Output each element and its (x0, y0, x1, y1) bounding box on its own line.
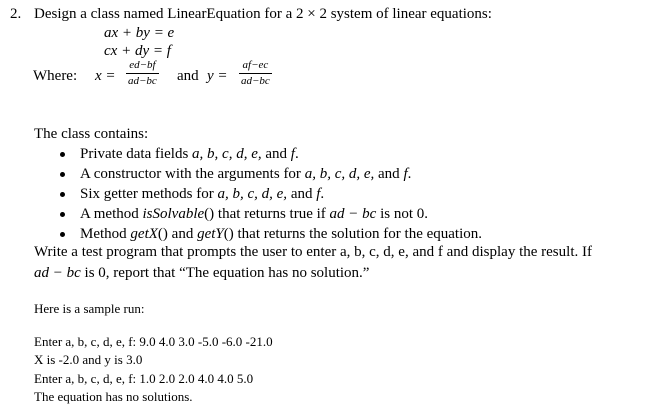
bullet-dot (60, 172, 65, 177)
and-text: and (177, 68, 199, 84)
bullet-dot (60, 152, 65, 157)
class-contains-intro: The class contains: (34, 126, 149, 142)
bullet-dot (60, 232, 65, 237)
y-lhs: y = (207, 68, 228, 84)
problem-number: 2. (10, 6, 22, 22)
where-label: Where: (33, 68, 78, 84)
test-program-line-2: ad − bc is 0, report that “The equation has no solution.” (34, 265, 370, 281)
bullet-dot (60, 212, 65, 217)
sample-run-line-4: The equation has no solutions. (34, 389, 193, 404)
y-fraction (239, 59, 272, 88)
problem-heading: Design a class named LinearEquation for a 2 × 2 system of linear equations: (34, 6, 492, 22)
x-fraction (126, 59, 159, 88)
sample-run-label: Here is a sample run: (34, 301, 145, 316)
sample-run-line-1: Enter a, b, c, d, e, f: 9.0 4.0 3.0 -5.0 -6.0 -21.0 (34, 334, 273, 349)
test-program-line-1: Write a test program that prompts the user to enter a, b, c, d, e, and f and display the result. If (34, 244, 592, 260)
bullet-3: Six getter methods for a, b, c, d, e, and f. (80, 186, 325, 202)
bullet-1: Private data fields a, b, c, d, e, and f. (80, 146, 299, 162)
y-denominator: ad−bc (241, 75, 270, 87)
sample-run-line-3: Enter a, b, c, d, e, f: 1.0 2.0 2.0 4.0 4.0 5.0 (34, 371, 254, 386)
bullet-5: Method getX() and getY() that returns the solution for the equation. (80, 226, 483, 242)
bullet-2: A constructor with the arguments for a, b, c, d, e, and f. (80, 166, 412, 182)
x-denominator: ad−bc (128, 75, 157, 87)
y-numerator: af−ec (242, 59, 269, 71)
x-numerator: ed−bf (129, 59, 156, 71)
equation-1: ax + by = e (104, 25, 175, 41)
bullet-dot (60, 192, 65, 197)
x-lhs: x = (95, 68, 116, 84)
bullet-4: A method isSolvable() that returns true if ad − bc is not 0. (80, 206, 428, 222)
sample-run-line-2: X is -2.0 and y is 3.0 (34, 352, 143, 367)
equation-2: cx + dy = f (104, 43, 171, 59)
